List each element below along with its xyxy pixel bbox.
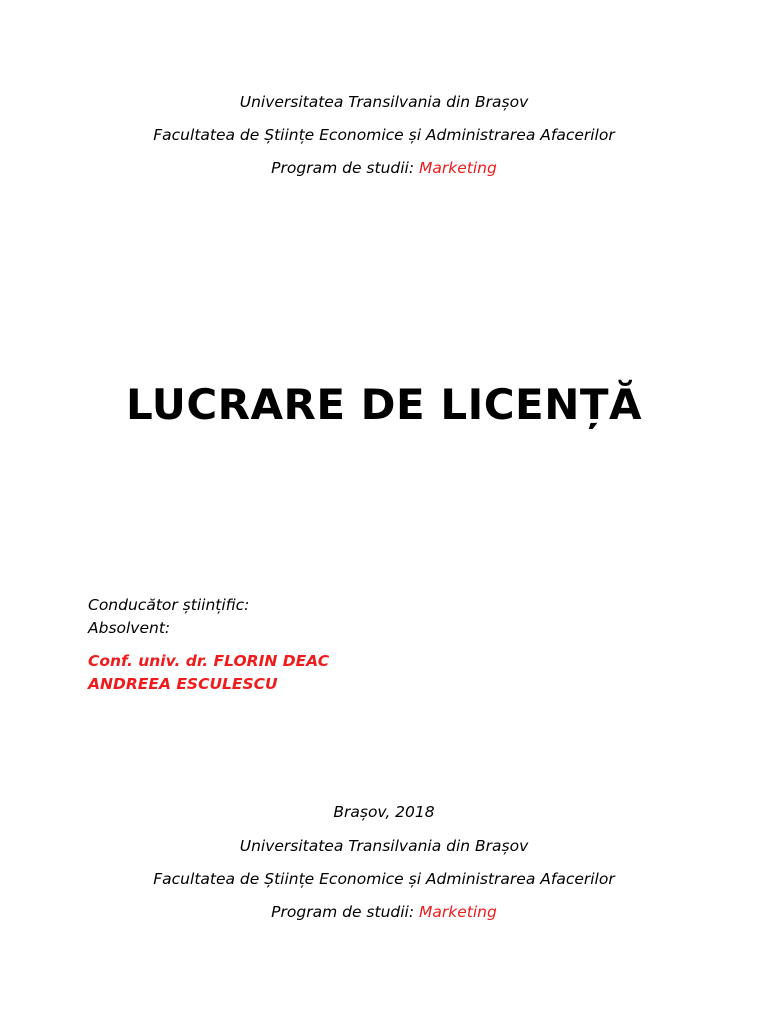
graduate-name: ANDREEA ESCULESCU: [88, 675, 278, 693]
header-faculty: Facultatea de Științe Economice și Administrarea Afacerilor: [153, 126, 615, 144]
footer-faculty: Facultatea de Științe Economice și Administrarea Afacerilor: [153, 870, 615, 888]
header-program-value: Marketing: [419, 159, 497, 177]
footer-university: Universitatea Transilvania din Brașov: [239, 837, 529, 855]
graduate-label-text: Absolvent: [88, 619, 165, 637]
footer-program: [0, 902, 768, 922]
graduate-label-colon: :: [164, 619, 171, 637]
footer-place-date: Brașov, 2018: [333, 803, 435, 821]
header-program-colon: :: [408, 159, 415, 177]
footer-program-value: Marketing: [419, 903, 497, 921]
header-program: [0, 158, 768, 178]
thesis-title: LUCRARE DE LICENȚĂ: [125, 380, 643, 429]
supervisor-name: Conf. univ. dr. FLORIN DEAC: [88, 652, 330, 670]
supervisor-label: Conducător științific:: [88, 596, 250, 614]
header-program-label: Program de studii: [271, 159, 409, 177]
graduate-label: [88, 618, 170, 638]
footer-program-colon: :: [408, 903, 415, 921]
footer-program-label: Program de studii: [271, 903, 409, 921]
header-university: Universitatea Transilvania din Brașov: [239, 93, 529, 111]
